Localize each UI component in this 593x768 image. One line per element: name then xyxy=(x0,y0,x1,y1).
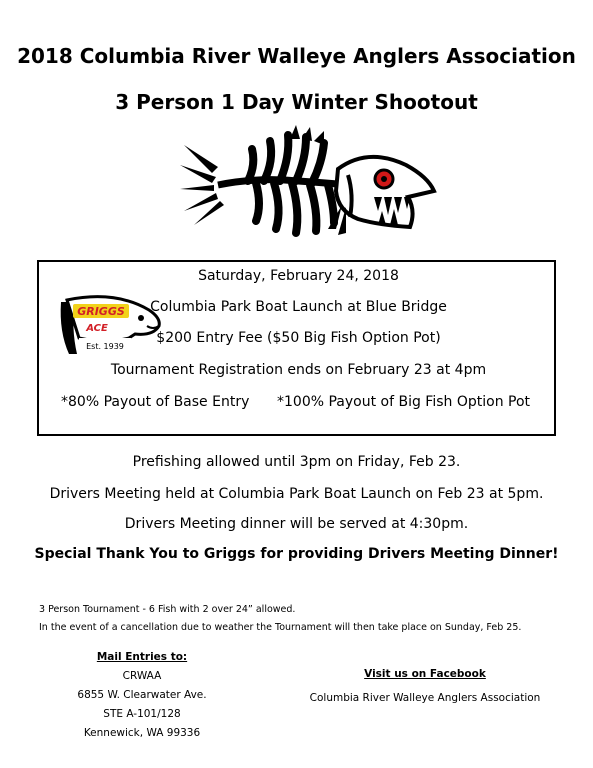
prefishing-note: Prefishing allowed until 3pm on Friday, Feb 23. xyxy=(132,454,461,470)
mail-street: 6855 W. Clearwater Ave. xyxy=(77,689,207,701)
rules-line-1: 3 Person Tournament - 6 Fish with 2 over 24” allowed. xyxy=(39,604,296,615)
rules-line-2: In the event of a cancellation due to weather the Tournament will then take place on Sunday, Feb 25. xyxy=(39,622,522,633)
mail-suite: STE A-101/128 xyxy=(103,708,181,720)
thank-you-note: Special Thank You to Griggs for providing Drivers Meeting Dinner! xyxy=(34,546,559,562)
mail-name: CRWAA xyxy=(122,670,162,682)
skeleton-fish-icon xyxy=(178,125,438,245)
dinner-note: Drivers Meeting dinner will be served at 4:30pm. xyxy=(124,516,469,532)
tournament-details-box xyxy=(37,260,556,436)
payout-big-fish: *100% Payout of Big Fish Option Pot xyxy=(277,394,531,410)
event-date: Saturday, February 24, 2018 xyxy=(198,268,399,284)
mail-city: Kennewick, WA 99336 xyxy=(83,727,201,739)
registration-deadline: Tournament Registration ends on February 23 at 4pm xyxy=(110,362,487,378)
logo-brand-bottom: ACE xyxy=(86,323,108,334)
mail-entries-heading: Mail Entries to: xyxy=(96,651,188,663)
title-line-2: 3 Person 1 Day Winter Shootout xyxy=(115,90,478,114)
event-location: Columbia Park Boat Launch at Blue Bridge xyxy=(150,299,447,315)
entry-fee: $200 Entry Fee ($50 Big Fish Option Pot) xyxy=(156,330,441,346)
payout-base: *80% Payout of Base Entry xyxy=(61,394,250,410)
facebook-page-name: Columbia River Walleye Anglers Association xyxy=(309,692,541,704)
fish-tail xyxy=(180,145,224,225)
drivers-meeting-note: Drivers Meeting held at Columbia Park Boat Launch on Feb 23 at 5pm. xyxy=(49,486,544,502)
facebook-link[interactable]: Visit us on Facebook xyxy=(364,668,486,680)
logo-established: Est. 1939 xyxy=(86,342,124,351)
title-line-1: 2018 Columbia River Walleye Anglers Association xyxy=(17,44,576,68)
logo-brand-top: GRIGGS xyxy=(77,305,125,318)
